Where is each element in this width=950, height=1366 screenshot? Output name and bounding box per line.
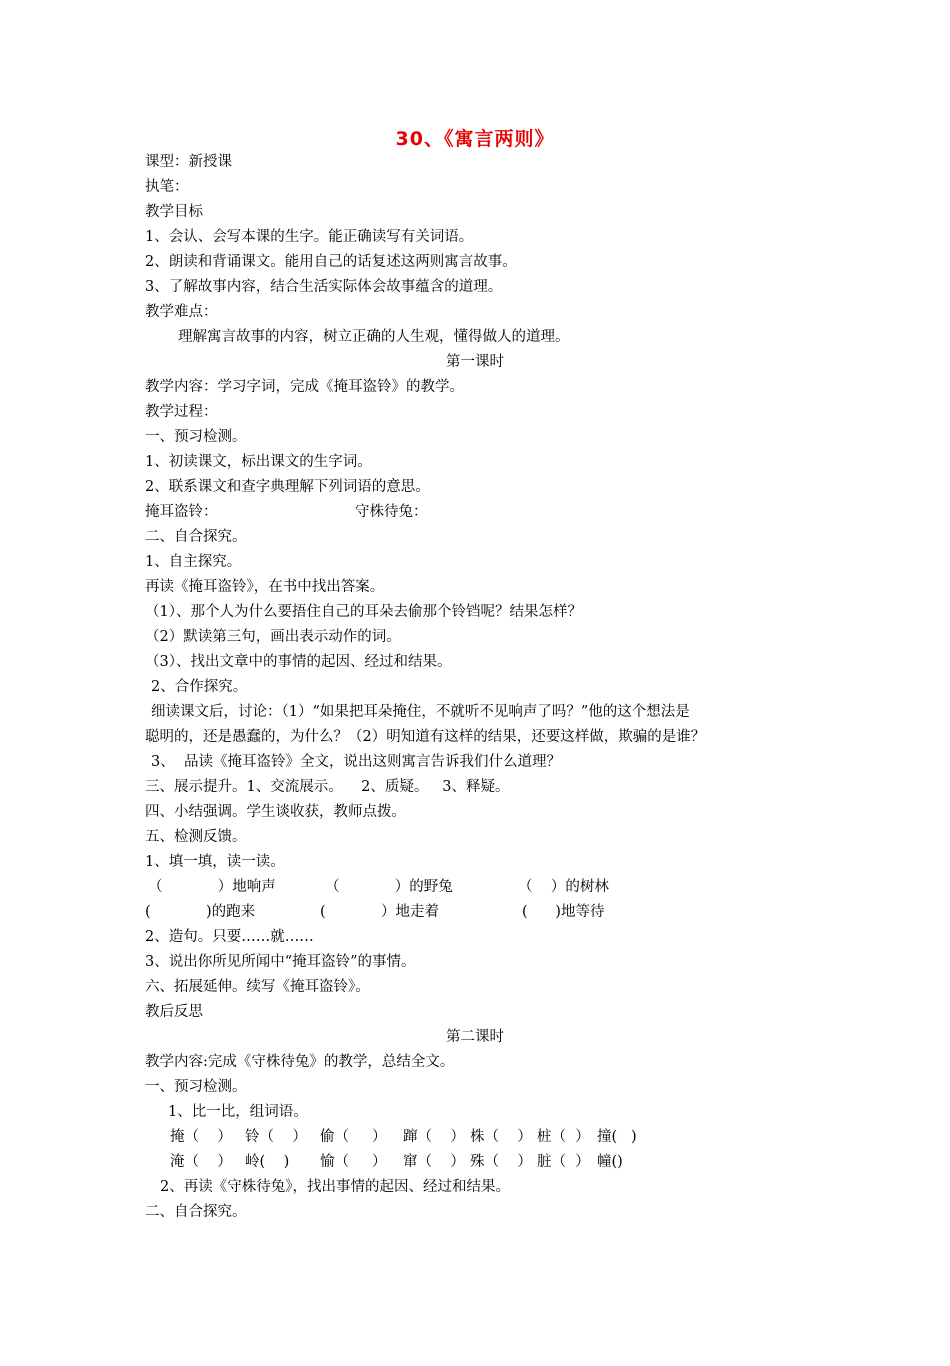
difficulty-text: 理解寓言故事的内容，树立正确的人生观，懂得做人的道理。 — [178, 329, 570, 345]
compare-item: 蹿（ ） — [403, 1129, 465, 1145]
fill-row — [145, 900, 845, 924]
document-title: 30、《寓言两则》 — [395, 128, 555, 150]
lesson2-heading: 第二课时 — [446, 1029, 504, 1045]
text-line: 细读课文后，讨论：（1）“如果把耳朵掩住，不就听不见响声了吗？”他的这个想法是 — [151, 704, 690, 720]
compare-item: 殊（ ） — [470, 1154, 532, 1170]
lesson2-content: 教学内容:完成《守株待兔》的教学，总结全文。 — [145, 1054, 455, 1070]
compare-item: 窜（ ） — [403, 1154, 465, 1170]
compare-item: 幢() — [597, 1154, 623, 1170]
author-line: 执笔： — [145, 179, 189, 195]
fill-row — [145, 875, 845, 899]
goals-heading: 教学目标 — [145, 204, 203, 220]
text-line: 再读《掩耳盗铃》，在书中找出答案。 — [145, 579, 385, 595]
section-heading: 五、检测反馈。 — [145, 829, 247, 845]
section-heading: 二、自合探究。 — [145, 1204, 247, 1220]
section-heading: 一、预习检测。 — [145, 429, 247, 445]
difficulty-heading: 教学难点： — [145, 304, 218, 320]
compare-item: 愉（ ） — [320, 1154, 387, 1170]
compare-item: 桩（ ） — [537, 1129, 590, 1145]
text-line: 2、再读《守株待兔》，找出事情的起因、经过和结果。 — [160, 1179, 510, 1195]
compare-item: 掩（ ） — [170, 1129, 232, 1145]
text-line: 聪明的，还是愚蠢的，为什么？（2）明知道有这样的结果，还要这样做，欺骗的是谁？ — [145, 729, 706, 745]
fill-item: （ ）的野兔 — [325, 879, 453, 895]
section-heading: 一、预习检测。 — [145, 1079, 247, 1095]
compare-row — [170, 1150, 730, 1174]
section-heading: 四、小结强调。学生谈收获，教师点拨。 — [145, 804, 406, 820]
goal-item: 2、朗读和背诵课文。能用自己的话复述这两则寓言故事。 — [145, 254, 517, 270]
fill-item: ( )地等待 — [522, 904, 605, 920]
term-item: 守株待兔： — [355, 504, 428, 520]
question-item: （3）、找出文章中的事情的起因、经过和结果。 — [145, 654, 452, 670]
fill-item: ( )的跑来 — [145, 904, 256, 920]
lesson1-content: 教学内容：学习字词，完成《掩耳盗铃》的教学。 — [145, 379, 464, 395]
goal-item: 1、会认、会写本课的生字。能正确读写有关词语。 — [145, 229, 474, 245]
text-line: 2、造句。只要……就…… — [145, 929, 314, 945]
reflection-heading: 教后反思 — [145, 1004, 203, 1020]
compare-item: 岭( ) — [245, 1154, 290, 1170]
compare-item: 株（ ） — [470, 1129, 532, 1145]
term-item: 掩耳盗铃： — [145, 504, 218, 520]
section-heading: 三、展示提升。1、交流展示。 2、质疑。 3、释疑。 — [145, 779, 510, 795]
lesson-type: 课型：新授课 — [145, 154, 232, 170]
compare-row — [170, 1125, 730, 1149]
compare-item: 铃（ ） — [245, 1129, 307, 1145]
section-heading: 二、自合探究。 — [145, 529, 247, 545]
question-item: （2）默读第三句，画出表示动作的词。 — [145, 629, 401, 645]
compare-item: 脏（ ） — [537, 1154, 590, 1170]
text-line: 3、说出你所见所闻中“掩耳盗铃”的事情。 — [145, 954, 416, 970]
fill-item: （ ）地响声 — [148, 879, 276, 895]
lesson1-process: 教学过程： — [145, 404, 218, 420]
compare-item: 撞( ) — [597, 1129, 637, 1145]
text-line: 2、联系课文和查字典理解下列词语的意思。 — [145, 479, 430, 495]
text-line: 3、 品读《掩耳盗铃》全文，说出这则寓言告诉我们什么道理？ — [151, 754, 561, 770]
lesson1-heading: 第一课时 — [446, 354, 504, 370]
compare-item: 偷（ ） — [320, 1129, 387, 1145]
text-line: 1、初读课文，标出课文的生字词。 — [145, 454, 372, 470]
fill-item: （ ）的树林 — [518, 879, 609, 895]
fill-item: ( ）地走着 — [320, 904, 439, 920]
text-line: 1、比一比，组词语。 — [168, 1104, 308, 1120]
compare-item: 淹（ ） — [170, 1154, 232, 1170]
question-item: （1）、那个人为什么要捂住自己的耳朵去偷那个铃铛呢？结果怎样？ — [145, 604, 582, 620]
section-heading: 六、拓展延伸。续写《掩耳盗铃》。 — [145, 979, 370, 995]
terms-line — [145, 500, 845, 524]
text-line: 1、填一填，读一读。 — [145, 854, 285, 870]
text-line: 2、合作探究。 — [151, 679, 248, 695]
text-line: 1、自主探究。 — [145, 554, 242, 570]
goal-item: 3、了解故事内容，结合生活实际体会故事蕴含的道理。 — [145, 279, 503, 295]
